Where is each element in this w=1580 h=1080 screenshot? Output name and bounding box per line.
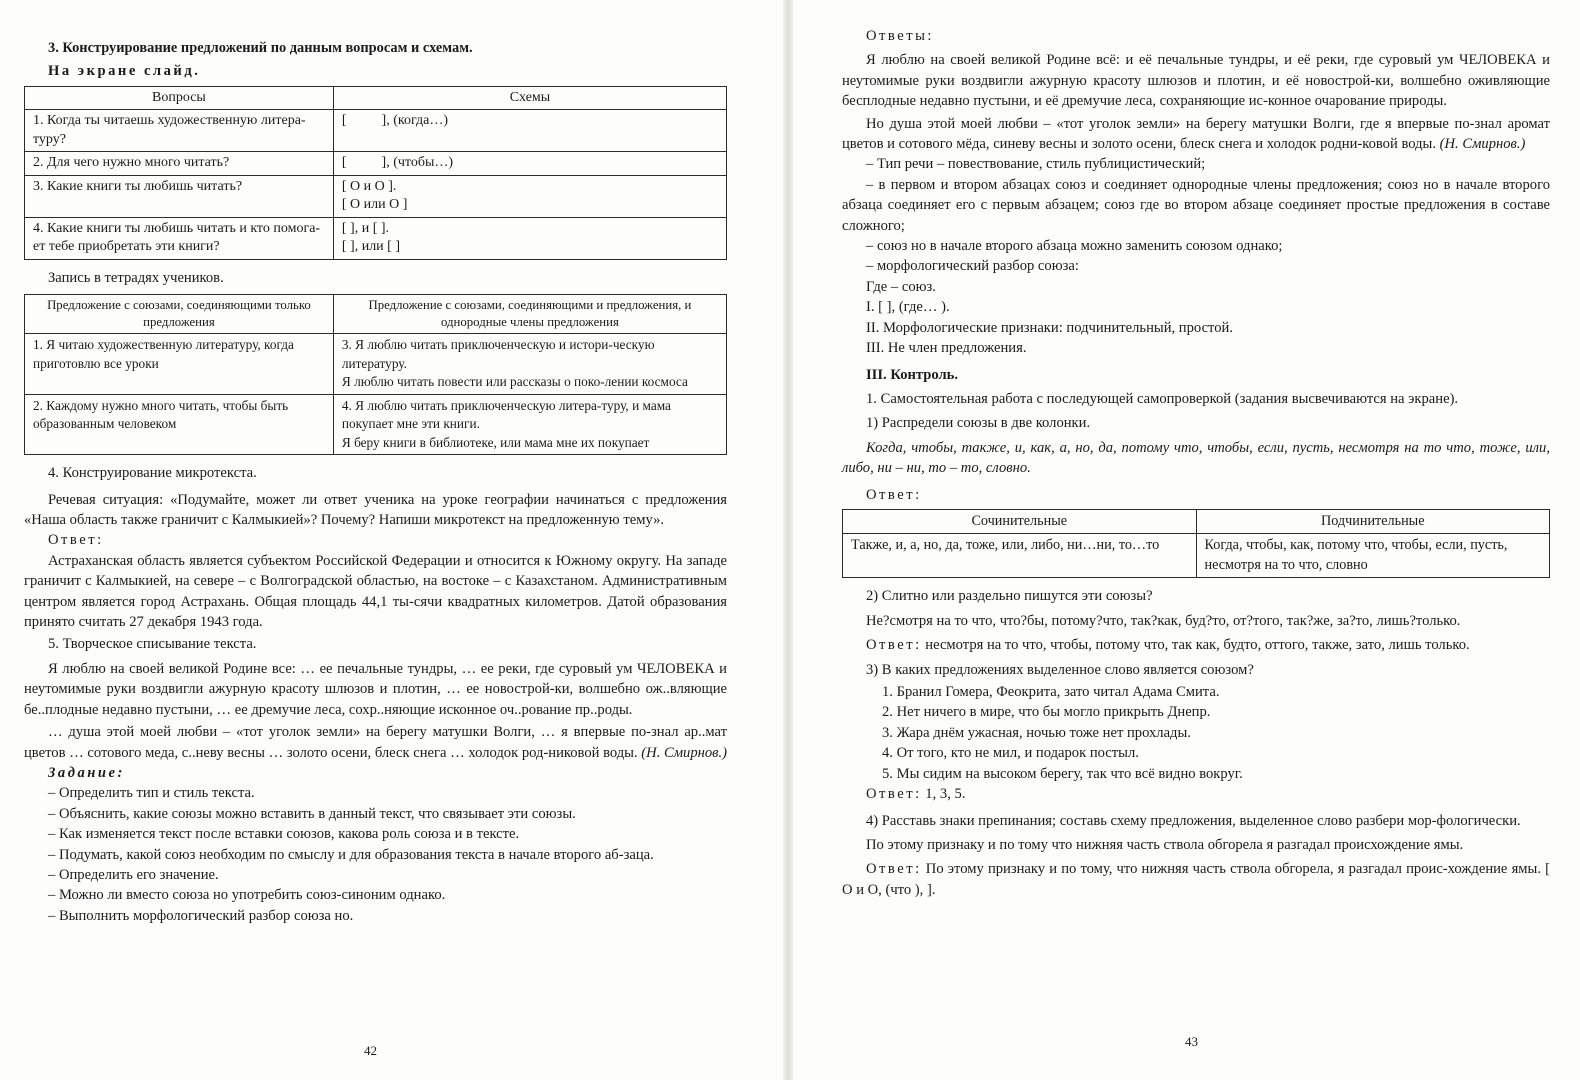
page-right xyxy=(790,0,1580,1080)
answer-label: Ответ: xyxy=(866,786,922,803)
paragraph: 1) Распредели союзы в две колонки. xyxy=(866,415,1091,432)
table-row xyxy=(25,110,727,152)
list-item: – Определить тип и стиль текста. xyxy=(48,785,255,802)
table-header: Предложение с союзами, соединяющими и предложения, и однородные члены предложения xyxy=(333,295,726,334)
notebook-caption: Запись в тетрадях учеников. xyxy=(48,269,224,286)
subsection-heading: 5. Творческое списывание текста. xyxy=(48,636,257,653)
table-cell: 4. Я люблю читать приключенческую литера-туру, и мама покупает мне эти книги. Я беру книги в библиотеке, или мама мне их покупает xyxy=(333,394,726,455)
list-item: – Выполнить морфологический разбор союза но. xyxy=(48,907,354,924)
paragraph: Речевая ситуация: «Подумайте, может ли ответ ученика на уроке географии начинаться с предложения «Наша область также граничит с Калмыкией»? Почему? Напиши микротекст на предложенную тему». xyxy=(24,491,727,529)
author: (Н. Смирнов.) xyxy=(1439,136,1526,153)
paragraph: 1. Самостоятельная работа с последующей самопроверкой (задания высвечиваются на экране). xyxy=(866,390,1459,407)
section-heading: 3. Конструирование предложений по данным вопросам и схемам. xyxy=(48,40,473,56)
slide-label: На экране слайд. xyxy=(48,63,201,80)
paragraph: Но душа этой моей любви – «тот уголок земли» на берегу матушки Волги, где я впервые по-знал аромат цветов и сотового мёда, синеву весны и золото осени, блеск снега и холодок родни-ковой воды. (Н. Смирнов.) xyxy=(842,115,1550,153)
question: 4) Расставь знаки препинания; составь схему предложения, выделенное слово разбери мор-фологически. xyxy=(866,812,1521,829)
question-list xyxy=(842,682,1550,784)
conjunction-list: Когда, чтобы, также, и, как, а, но, да, потому что, чтобы, если, пусть, несмотря на то что, тоже, или, либо, ни – ни, то – то, словно. xyxy=(842,439,1550,477)
table-row xyxy=(25,152,727,176)
table-cell: [ ], (когда…) xyxy=(333,110,726,152)
table-cell: [ ], (чтобы…) xyxy=(333,152,726,176)
questions-table xyxy=(24,86,727,260)
table-cell: 2. Для чего нужно много читать? xyxy=(25,152,334,176)
table-cell: 1. Я читаю художественную литературу, когда приготовлю все уроки xyxy=(25,334,334,395)
paragraph: Ответ: По этому признаку и по тому, что нижняя часть ствола обгорела, я разгадал проис-хождение ямы. [ О и О, (что ), ]. xyxy=(842,861,1550,898)
answer-label: Ответ: xyxy=(866,637,922,654)
table-header: Подчинительные xyxy=(1196,509,1550,534)
paragraph: Не?смотря на то что, что?бы, потому?что, так?как, буд?то, от?того, так?же, за?то, лишь?только. xyxy=(866,612,1461,629)
author: (Н. Смирнов.) xyxy=(641,744,728,761)
paragraph: Я люблю на своей великой Родине все: … ее печальные тундры, … ее реки, где суровый ум ЧЕЛОВЕКА и неутомимые руки воздвигли ажурную красоту шлюзов и плотин, … ее новострой-ки, волшебно ож..вляющие бе..плодные недавно пустыни, … ее дремучие леса, сохр..няющие исконное оч..рование пр..роды. xyxy=(24,660,727,718)
section-heading: III. Контроль. xyxy=(866,366,959,383)
list-item: – Объяснить, какие союзы можно вставить в данный текст, что связывает эти союзы. xyxy=(48,805,576,822)
list-item: – Определить его значение. xyxy=(48,866,219,883)
list-item: I. [ ], (где… ). xyxy=(866,299,950,316)
page-left xyxy=(0,0,785,1080)
conjunction-table xyxy=(842,509,1550,579)
table-row xyxy=(25,175,727,217)
list-item: II. Морфологические признаки: подчинительный, простой. xyxy=(866,319,1233,336)
list-item: – Подумать, какой союз необходим по смыслу и для образования текста в начале второго аб-заца. xyxy=(48,846,654,863)
table-row xyxy=(25,394,727,455)
task-label: Задание: xyxy=(48,764,125,781)
table-cell: 2. Каждому нужно много читать, чтобы быть образованным человеком xyxy=(25,394,334,455)
question: 2) Слитно или раздельно пишутся эти союзы? xyxy=(866,588,1153,605)
list-item: – Как изменяется текст после вставки союзов, какова роль союза и в тексте. xyxy=(48,826,520,843)
paragraph: По этому признаку и по тому что нижняя часть ствола обгорела я разгадал происхождение ямы. xyxy=(866,836,1464,853)
list-item: 2. Нет ничего в мире, что бы могло прикрыть Днепр. xyxy=(882,704,1211,721)
list-item: III. Не член предложения. xyxy=(866,340,1027,357)
task-list xyxy=(24,783,727,926)
table-header: Предложение с союзами, соединяющими только предложения xyxy=(25,295,334,334)
answer-label: Ответ: xyxy=(866,861,922,878)
table-cell: 4. Какие книги ты любишь читать и кто помога-ет тебе приобретать эти книги? xyxy=(25,217,334,259)
page-number: 42 xyxy=(364,1043,377,1058)
answer-label: Ответ: xyxy=(866,486,922,503)
table-cell: 3. Какие книги ты любишь читать? xyxy=(25,175,334,217)
table-cell: Также, и, а, но, да, тоже, или, либо, ни…ни, то…то xyxy=(843,534,1197,578)
list-item: 1. Бранил Гомера, Феокрита, зато читал Адама Смита. xyxy=(882,684,1220,701)
page-number: 43 xyxy=(1185,1034,1198,1049)
table-row xyxy=(843,534,1550,578)
subsection-heading: 4. Конструирование микротекста. xyxy=(48,465,257,482)
list-item: 5. Мы сидим на высоком берегу, так что всё видно вокруг. xyxy=(882,765,1243,782)
list-item: – Можно ли вместо союза но употребить союз-синоним однако. xyxy=(48,887,446,904)
table-row xyxy=(25,334,727,395)
table-cell: [ О и О ]. [ О или О ] xyxy=(333,175,726,217)
list-item: – Тип речи – повествование, стиль публицистический; xyxy=(866,156,1206,173)
list-item: – в первом и втором абзацах союз и соединяет однородные члены предложения; союз но в начале второго абзаца соединяет его с первым абзацем; союз где во втором абзаце соединяет простые предложения в составе сложного; xyxy=(842,176,1550,234)
table-cell: 3. Я люблю читать приключенческую и истори-ческую литературу. Я люблю читать повести или рассказы о поко-лении космоса xyxy=(333,334,726,395)
list-item: – союз но в начале второго абзаца можно заменить союзом однако; xyxy=(866,238,1283,255)
list-item: 4. От того, кто не мил, и подарок постыл. xyxy=(882,745,1139,762)
table-cell: Когда, чтобы, как, потому что, чтобы, если, пусть, несмотря на то что, словно xyxy=(1196,534,1550,578)
list-item: 3. Жара днём ужасная, ночью тоже нет прохлады. xyxy=(882,724,1191,741)
paragraph: … душа этой моей любви – «тот уголок земли» на берегу матушки Волги, … я впервые по-знал ар..мат цветов … сотового меда, с..неву весны … золото осени, блеск снега … холодок род-никовой воды. (Н. Смирнов.) xyxy=(24,724,728,761)
paragraph: Ответ: 1, 3, 5. xyxy=(866,786,966,803)
table-row xyxy=(25,217,727,259)
answers-label: Ответы: xyxy=(866,28,934,44)
paragraph: Ответ: несмотря на то что, чтобы, потому что, так как, будто, оттого, также, зато, лишь только. xyxy=(866,637,1470,654)
question: 3) В каких предложениях выделенное слово является союзом? xyxy=(866,661,1254,678)
table-cell: [ ], и [ ]. [ ], или [ ] xyxy=(333,217,726,259)
list-item: Где – союз. xyxy=(866,278,936,295)
table-header: Сочинительные xyxy=(843,509,1197,534)
table-header: Вопросы xyxy=(25,86,334,110)
paragraph: Астраханская область является субъектом Российской Федерации и относится к Южному округу. На западе граничит с Калмыкией, на севере – с Волгоградской областью, на востоке – с Казахстаном. Административным центром является город Астрахань. Общая площадь 44,1 ты-сячи квадратных километров. Датой образования принято считать 27 декабря 1943 года. xyxy=(24,552,727,631)
list-item: – морфологический разбор союза: xyxy=(866,258,1079,275)
table-header: Схемы xyxy=(333,86,726,110)
sentences-table xyxy=(24,294,727,455)
answer-label: Ответ: xyxy=(48,532,104,549)
paragraph: Я люблю на своей великой Родине всё: и её печальные тундры, и её реки, где суровый ум ЧЕЛОВЕКА и неутомимые руки воздвигли ажурную красоту шлюзов и плотин, и её новострой-ки, волшебно оживляющие бесплодные недавно пустыни, и её дремучие леса, сохраняющие ис-конное очарование природы. xyxy=(842,52,1550,110)
table-cell: 1. Когда ты читаешь художественную литера-туру? xyxy=(25,110,334,152)
